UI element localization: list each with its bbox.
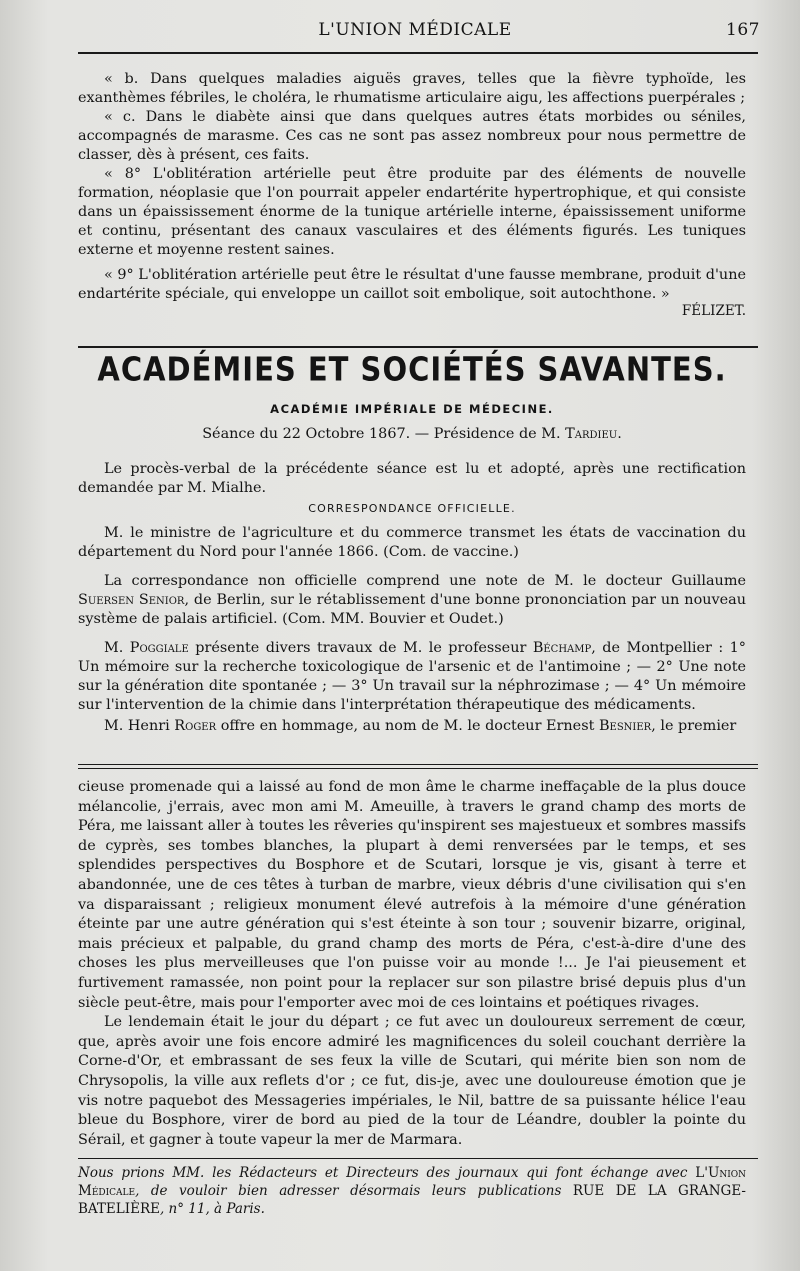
nonofficial-correspondence [78,572,746,629]
roger-paragraph [78,717,746,736]
note-middle: , de vouloir bien adresser désormais leurs publications [135,1183,562,1199]
seance-text: Séance du 22 Octobre 1867. — Présidence de M. [202,426,561,442]
roger-middle: offre en hommage, au nom de M. le docteur Ernest [220,718,595,734]
paragraph-c: « c. Dans le diabète ainsi que dans quelques autres états morbides ou séniles, accompagnés de marasme. Ces cas ne sont pas assez nombreux pour nous permettre de classer, dès à présent, ces faits. [78,109,746,163]
official-correspondence: M. le ministre de l'agriculture et du commerce transmet les états de vaccination du département du Nord pour l'année 1866. (Com. de vaccine.) [78,525,746,560]
note-journal: L'Union Médicale [78,1165,747,1199]
nonofficial-before: La correspondance non officielle comprend une note de M. le docteur Guillaume [104,573,746,589]
feuilleton-paragraph-2: Le lendemain était le jour du départ ; ce fut avec un douloureux serrement de cœur, que, après avoir une fois encore admiré les magnificences du soleil couchant derrière la Corne-d'Or, et embrassant de ses feux la ville de Scutari, qui mérite bien son nom de Chrysopolis, la ville aux reflets d'or ; ce fut, dis-je, avec une douloureuse émotion que je vis notre paquebot des Messageries impériales, le Nil, battre de sa puissante hélice l'eau bleue du Bosphore, virer de bord au pied de la tour de Léandre, doubler la pointe du Sérail, et gagner à toute vapeur la mer de Marmara. [78,1014,746,1148]
header-rule [78,52,758,54]
paragraph-9: « 9° L'oblitération artérielle peut être le résultat d'une fausse membrane, produit d'une endartérite spéciale, qui enveloppe un caillot soit embolique, soit autochthone. » [78,267,746,302]
academy-proceedings [78,460,746,736]
poggiale-paragraph [78,639,746,715]
page-header [70,18,760,48]
academy-heading: ACADÉMIE IMPÉRIALE DE MÉDECINE. [270,402,554,416]
president-name: Tardieu. [565,426,622,442]
note-rule [78,1158,758,1159]
journal-title: L'UNION MÉDICALE [318,20,512,40]
seance-line [78,426,746,442]
nonofficial-after: , de Berlin, sur le rétablissement d'une bonne prononciation par un nouveau système de palais artificiel. (Com. MM. Bouvier et Oudet.) [78,592,746,627]
feuilleton-paragraph-1: cieuse promenade qui a laissé au fond de mon âme le charme ineffaçable de la plus douce mélancolie, j'errais, avec mon ami M. Ameuille, à travers le grand champ des morts de Péra, me laissant aller à toutes les rêveries qu'inspirent ses majestueux et sombres massifs de cyprès, ses tombes blanches, la plupart à demi renversées par le temps, et ses splendides perspectives du Bosphore et de Scutari, lorsque je vis, gisant à terre et abandonnée, une de ces têtes à turban de marbre, vieux débris d'une civilisation qui s'en va disparaissant ; religieux monument élevé autrefois à la mémoire d'une génération éteinte par une autre génération qui s'est éteinte à son tour ; souvenir bizarre, original, mais précieux et palpable, du grand champ des morts de Péra, c'est-à-dire d'une des choses les plus merveilleuses que l'on puisse voir au monde !... Je l'ai pieusement et furtivement ramassée, non point pour la replacer sur son pilastre brisé depuis plus d'un siècle peut-être, mais pour l'emporter avec moi de ces lointains et poétiques rivages. [78,779,746,1011]
top-article-text [78,70,746,321]
note-address: RUE DE LA GRANGE-BATELIÈRE [78,1183,746,1217]
page-number: 167 [726,20,760,40]
author-signature: FÉLIZET. [681,303,746,319]
roger-after: , le premier [651,718,737,734]
editorial-note [78,1164,746,1218]
feuilleton-text [78,778,746,1150]
bechamp-name: Béchamp [532,640,592,656]
poggiale-after: , de Montpellier : 1° Un mémoire sur la recherche toxicologique de l'arsenic et de l'antimoine ; — 2° Une note sur la génération dite spontanée ; — 3° Un travail sur la néphrozimase ; — 4° Un mémoire sur l'intervention de la chimie dans l'interprétation thérapeutique des médicaments. [78,640,746,713]
proces-verbal: Le procès-verbal de la précédente séance est lu et adopté, après une rectification demandée par M. Mialhe. [78,461,746,496]
note-after: , n° 11, à Paris. [159,1201,265,1217]
paragraph-b: « b. Dans quelques maladies aiguës graves, telles que la fièvre typhoïde, les exanthèmes fébriles, le choléra, le rhumatisme articulaire aigu, les affections puerpérales ; [78,71,746,106]
correspondance-heading: CORRESPONDANCE OFFICIELLE. [308,502,516,515]
roger-before: M. Henri [104,718,170,734]
poggiale-name: Poggiale [129,640,189,656]
suersen-name: Suersen Senior [78,592,185,608]
section-rule [78,346,758,348]
roger-name: Roger [174,718,217,734]
poggiale-before: M. [104,640,124,656]
paragraph-8: « 8° L'oblitération artérielle peut être produite par des éléments de nouvelle formation, néoplasie que l'on pourrait appeler endartérite hypertrophique, et qui consiste dans un épaississement énorme de la tunique artérielle interne, épaississement uniforme et continu, présentant des canaux vasculaires et des éléments figurés. Les tuniques externe et moyenne restent saines. [78,166,746,258]
note-before: Nous prions MM. les Rédacteurs et Directeurs des journaux qui font échange avec [78,1165,688,1181]
poggiale-middle: présente divers travaux de M. le professeur [195,640,527,656]
besnier-name: Besnier [598,718,652,734]
feuilleton-rule [78,764,758,769]
section-title: ACADÉMIES ET SOCIÉTÉS SAVANTES. [97,349,727,389]
